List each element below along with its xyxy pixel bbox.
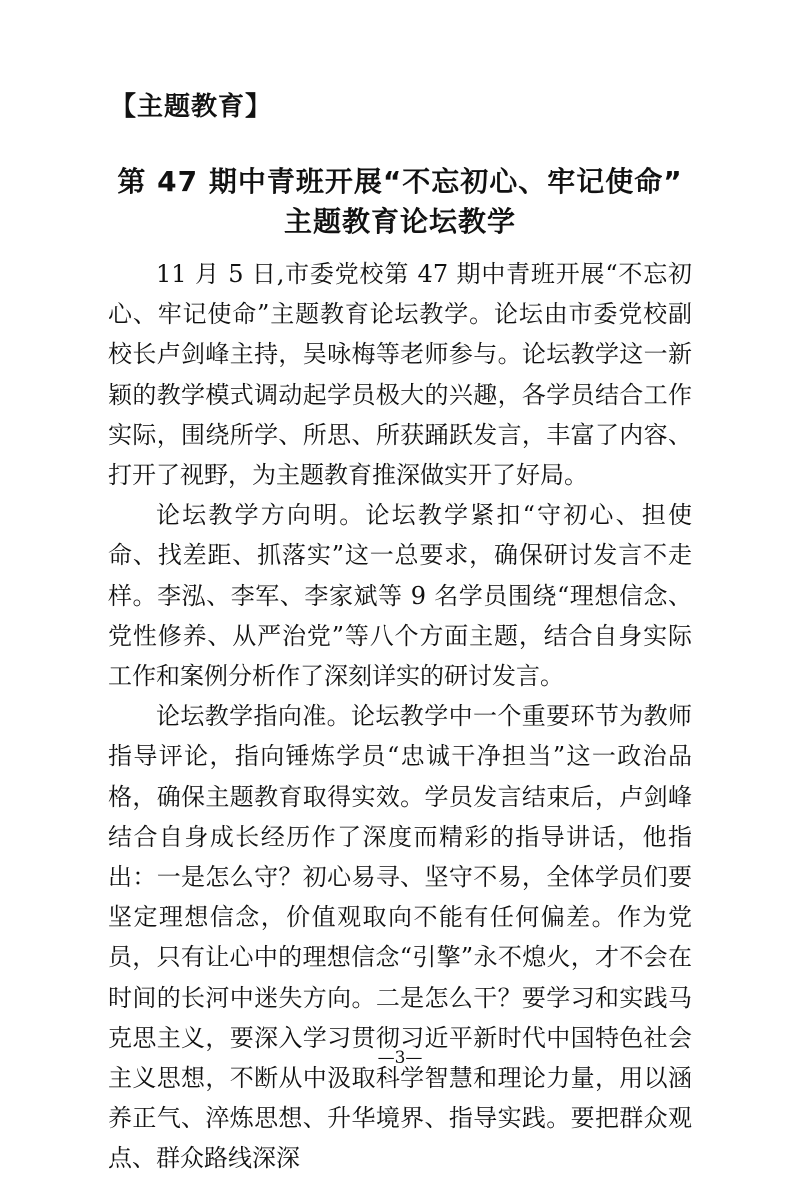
paragraph-3: 论坛教学指向准。论坛教学中一个重要环节为教师指导评论，指向锤炼学员“忠诚干净担当”这一政治品格，确保主题教育取得实效。学员发言结束后，卢剑峰结合自身成长经历作了深度而精彩的指导讲话，他指出：一是怎么守？初心易寻、坚守不易，全体学员们要坚定理想信念，价值观取向不能有任何偏差。作为党员，只有让心中的理想信念“引擎”永不熄火，才不会在时间的长河中迷失方向。二是怎么干？要学习和实践马克思主义，要深入学习贯彻习近平新时代中国特色社会主义思想，不断从中汲取科学智慧和理论力量，用以涵养正气、淬炼思想、升华境界、指导实践。要把群众观点、群众路线深深 — [108, 702, 692, 1173]
article-body — [108, 254, 692, 1179]
paragraph-2: 论坛教学方向明。论坛教学紧扣“守初心、担使命、找差距、抓落实”这一总要求，确保研讨发言不走样。李泓、李军、李家斌等 9 名学员围绕“理想信念、党性修养、从严治党”等八个方面主题，结合自身实际工作和案例分析作了深刻详实的研讨发言。 — [108, 501, 692, 691]
paragraph-1: 11 月 5 日,市委党校第 47 期中青班开展“不忘初心、牢记使命”主题教育论坛教学。论坛由市委党校副校长卢剑峰主持，吴咏梅等老师参与。论坛教学这一新颖的教学模式调动起学员极大的兴趣，各学员结合工作实际，围绕所学、所思、所获踊跃发言，丰富了内容、打开了视野，为主题教育推深做实开了好局。 — [108, 260, 692, 490]
section-tag: 【主题教育】 — [110, 92, 273, 122]
article-title-line-1: 第 47 期中青班开展“不忘初心、牢记使命” — [117, 165, 683, 198]
article-title-line-2: 主题教育论坛教学 — [283, 205, 516, 238]
page-number: —3— — [377, 1048, 423, 1068]
